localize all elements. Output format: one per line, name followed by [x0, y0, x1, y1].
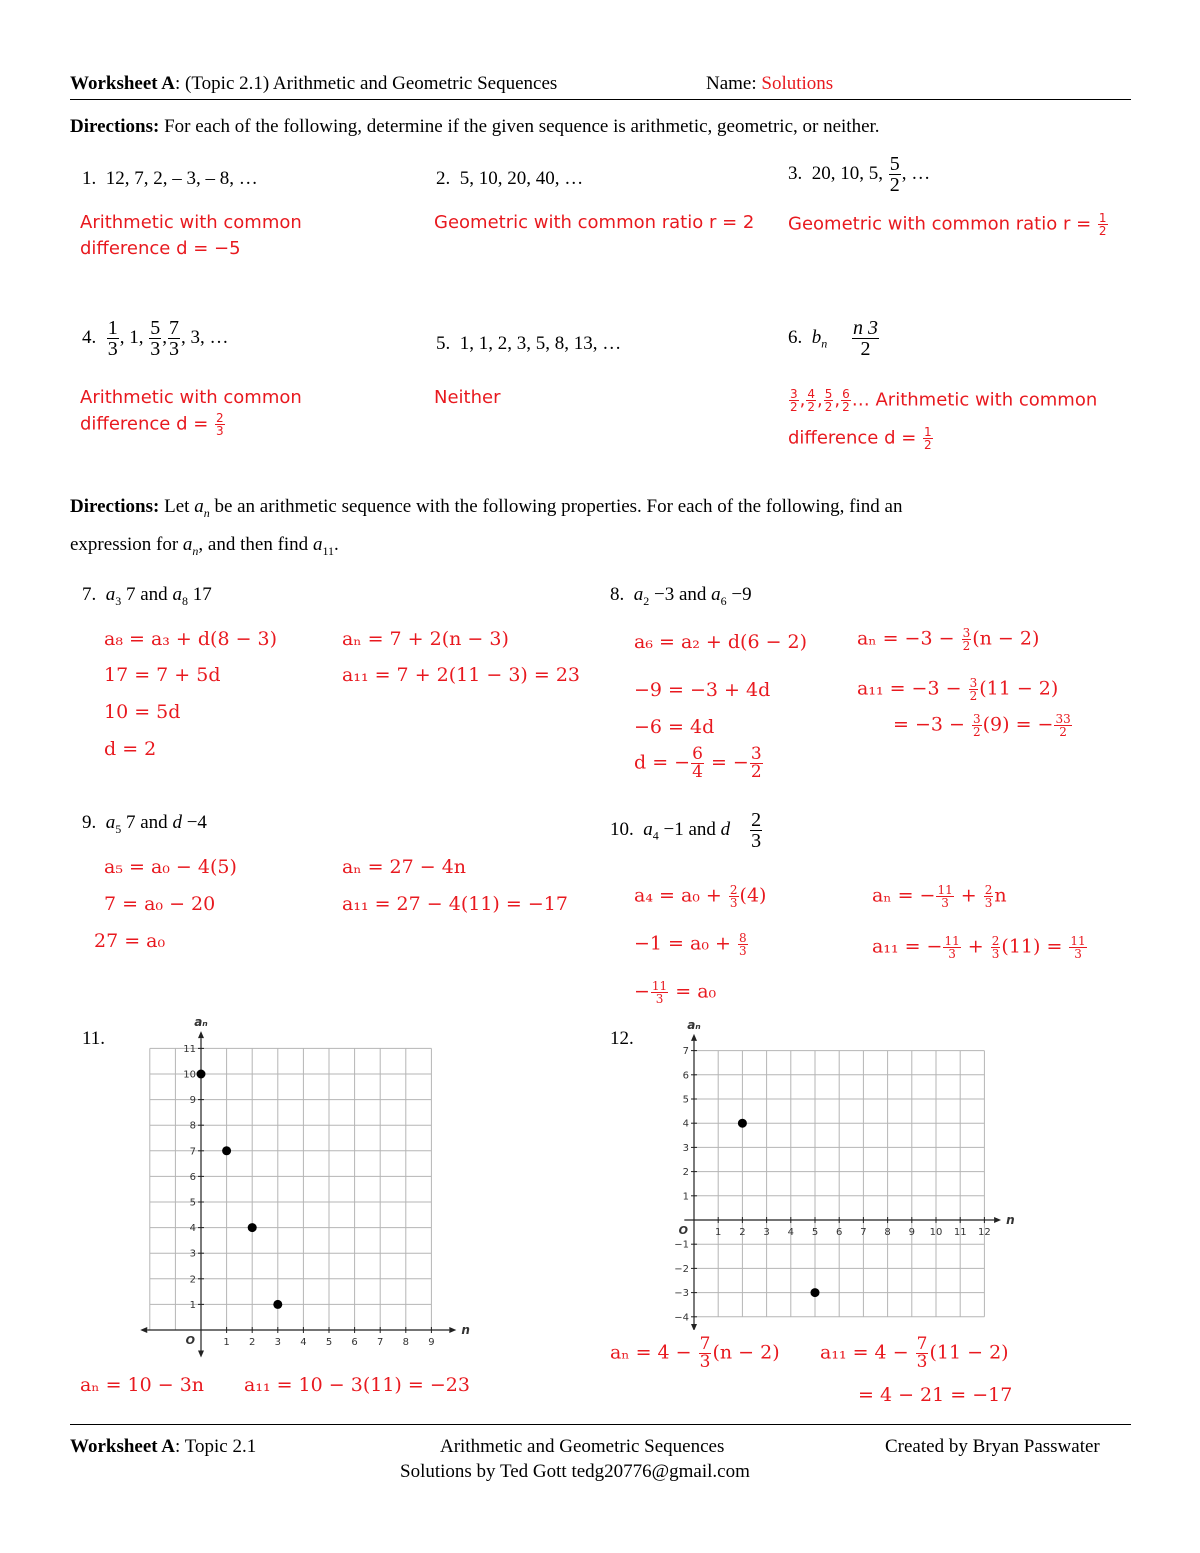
- y-tick-label: 1: [682, 1191, 689, 1203]
- footer-rule: [70, 1424, 1131, 1425]
- problem-8: 8. $a_2 -3$ and $a_6 -9$: [610, 584, 752, 608]
- problem-9-result-1: aₙ = 27 − 4n: [342, 856, 467, 878]
- problem-6: 6. $b_n$ $\frac{n 3}{2}$: [788, 317, 878, 360]
- y-tick-label: 5: [189, 1197, 196, 1209]
- problem-5-number: 5.: [436, 333, 451, 354]
- problem-9-work-2: 7 = a₀ − 20: [104, 893, 216, 915]
- x-tick-label: 5: [325, 1337, 333, 1348]
- problem-3-fraction: $\frac{5}{2}$: [889, 153, 900, 196]
- directions-2: Directions: Let $a_n$ be an arithmetic sequence with the following properties. For each of the following, find an: [70, 496, 903, 520]
- problem-1-answer-line1: Arithmetic with common: [80, 212, 302, 233]
- data-point: [738, 1119, 747, 1128]
- footer-right: Created by Bryan Passwater: [885, 1436, 1100, 1457]
- problem-3-answer: Geometric with common ratio r = $\frac{1}{2}$: [788, 211, 1107, 238]
- y-tick-label: 9: [189, 1095, 196, 1107]
- name-label: Name:: [706, 73, 762, 94]
- problem-11-answer-1: aₙ = 10 − 3n: [80, 1374, 205, 1396]
- y-tick-label: 6: [189, 1171, 196, 1183]
- x-axis-label: n: [1006, 1213, 1015, 1227]
- x-tick-label: 5: [811, 1227, 819, 1238]
- problem-8-result-1: aₙ = −3 − $\frac{3}{2}$ (n − 2): [857, 626, 1040, 653]
- problem-4-fraction-3: $\frac{7}{3}$: [169, 317, 179, 360]
- x-tick-label: 3: [274, 1337, 281, 1348]
- worksheet-label: Worksheet A: [70, 73, 176, 94]
- directions-1: [70, 116, 880, 138]
- data-point: [197, 1070, 206, 1079]
- y-axis-label: aₙ: [687, 1017, 701, 1032]
- y-tick-label: −2: [674, 1263, 689, 1275]
- x-tick-label: 8: [402, 1337, 409, 1348]
- x-axis-arrow: [449, 1327, 456, 1333]
- problem-3-answer-fraction: $\frac{1}{2}$: [1098, 211, 1107, 238]
- problem-4-answer-line1: Arithmetic with common: [80, 387, 302, 408]
- y-tick-label: 10: [183, 1069, 196, 1081]
- problem-10-work-2: −1 = a₀ + $\frac{8}{3}$: [634, 931, 747, 958]
- problem-12-answer-3: = 4 − 21 = −17: [858, 1384, 1013, 1406]
- problem-5: [436, 333, 621, 355]
- problem-7-work-2: 17 = 7 + 5d: [104, 664, 221, 686]
- problem-6-formula-fraction: $\frac{n 3}{2}$: [853, 317, 878, 360]
- y-tick-label: 2: [682, 1167, 689, 1179]
- problem-6-number: 6.: [788, 326, 803, 348]
- y-tick-label: 6: [682, 1070, 689, 1082]
- x-tick-label: 8: [884, 1227, 891, 1238]
- x-tick-label: 1: [715, 1227, 722, 1238]
- problem-10-result-2: a₁₁ = − $\frac{11}{3}$ + $\frac{2}{3}$ (11) = $\frac{11}{3}$: [872, 934, 1086, 961]
- y-tick-label: 11: [183, 1043, 196, 1055]
- problem-7-result-1: aₙ = 7 + 2(n − 3): [342, 628, 509, 650]
- y-tick-label: 5: [682, 1094, 689, 1106]
- directions-2-line2: expression for $a_n$, and then find $a_{11}$.: [70, 534, 339, 558]
- problem-10-work-1: a₄ = a₀ + $\frac{2}{3}$ (4): [634, 883, 767, 910]
- x-tick-label: 9: [428, 1337, 435, 1348]
- y-tick-label: 3: [682, 1142, 689, 1154]
- data-point: [222, 1146, 231, 1155]
- origin-label: O: [185, 1334, 195, 1347]
- x-tick-label: 12: [978, 1227, 991, 1238]
- footer-solutions: Solutions by Ted Gott tedg20776@gmail.com: [400, 1461, 750, 1482]
- x-tick-label: 11: [953, 1227, 967, 1238]
- problem-6-answer-line2: difference d = $\frac{1}{2}$: [788, 425, 932, 452]
- y-axis-arrow-down: [198, 1350, 204, 1357]
- problem-4: 4. $\frac{1}{3}$ , 1, $\frac{5}{3}$ , $\frac{7}{3}$ , 3, …: [82, 317, 229, 360]
- directions-1-text: For each of the following, determine if the given sequence is arithmetic, geometric, or neither.: [159, 116, 880, 137]
- x-axis-arrow-left: [140, 1327, 147, 1333]
- problem-4-number: 4.: [82, 326, 97, 348]
- y-tick-label: 7: [682, 1046, 689, 1058]
- y-tick-label: 8: [189, 1120, 196, 1132]
- y-axis-arrow: [198, 1031, 204, 1038]
- y-tick-label: 3: [189, 1248, 196, 1260]
- problem-3: [788, 154, 930, 195]
- name-value: Solutions: [761, 73, 834, 94]
- problem-2-number: 2.: [436, 168, 451, 189]
- y-tick-label: 2: [189, 1274, 196, 1286]
- problem-1-sequence: 12, 7, 2, – 3, – 8, …: [105, 168, 258, 189]
- y-tick-label: −4: [674, 1312, 689, 1324]
- problem-8-d-line: d = − $\frac{6}{4}$ = − $\frac{3}{2}$: [634, 744, 762, 782]
- problem-11-answer-2: a₁₁ = 10 − 3(11) = −23: [244, 1374, 470, 1396]
- header-rule: [70, 99, 1131, 100]
- x-axis-label: n: [461, 1323, 470, 1337]
- problem-12-answer-1: aₙ = 4 − $\frac{7}{3}$ (n − 2): [610, 1334, 780, 1372]
- x-tick-label: 9: [908, 1227, 915, 1238]
- problem-6-term-2: $\frac{4}{2}$: [807, 387, 816, 414]
- y-tick-label: −1: [674, 1239, 689, 1251]
- problem-11-graph: [130, 1015, 480, 1360]
- problem-2-answer: Geometric with common ratio r = 2: [434, 212, 755, 233]
- x-tick-label: 6: [351, 1337, 358, 1348]
- problem-10-result-1: aₙ = − $\frac{11}{3}$ + $\frac{2}{3}$ n: [872, 883, 1007, 910]
- y-tick-label: −3: [674, 1288, 689, 1300]
- problem-9-result-2: a₁₁ = 27 − 4(11) = −17: [342, 893, 568, 915]
- problem-4-fraction-2: $\frac{5}{3}$: [150, 317, 161, 360]
- problem-2-sequence: 5, 10, 20, 40, …: [459, 168, 584, 189]
- y-axis-label: aₙ: [194, 1015, 208, 1030]
- problem-3-sequence-prefix: 20, 10, 5,: [811, 162, 888, 184]
- x-tick-label: 7: [377, 1337, 384, 1348]
- name-field: [706, 73, 833, 95]
- data-point: [273, 1300, 282, 1309]
- x-tick-label: 3: [763, 1227, 770, 1238]
- problem-6-answer-fraction: $\frac{1}{2}$: [924, 425, 932, 452]
- y-tick-label: 1: [189, 1299, 196, 1311]
- footer-left: Worksheet A: Topic 2.1: [70, 1436, 257, 1457]
- problem-7-work-4: d = 2: [104, 738, 157, 760]
- problem-1-answer-line2: difference d = −5: [80, 238, 241, 259]
- footer-center: Arithmetic and Geometric Sequences: [440, 1436, 725, 1457]
- problem-5-answer: Neither: [434, 387, 501, 408]
- problem-7-work-3: 10 = 5d: [104, 701, 181, 723]
- directions-1-label: Directions:: [70, 116, 160, 137]
- problem-6-answer-line1: $\frac{3}{2}$ , $\frac{4}{2}$ , $\frac{5}{2}$ , $\frac{6}{2}$ … Arithmetic with common: [790, 387, 1098, 414]
- x-axis-arrow: [994, 1217, 1001, 1223]
- problem-10-work-3: − $\frac{11}{3}$ = a₀: [634, 979, 717, 1006]
- y-tick-label: 7: [189, 1146, 196, 1158]
- problem-10: 10. $a_4 -1$ and d $\frac{2}{3}$: [610, 809, 762, 852]
- problem-12-answer-2: a₁₁ = 4 − $\frac{7}{3}$ (11 − 2): [820, 1334, 1009, 1372]
- problem-8-result-2: a₁₁ = −3 − $\frac{3}{2}$ (11 − 2): [857, 676, 1059, 703]
- x-tick-label: 2: [739, 1227, 746, 1238]
- data-point: [248, 1223, 257, 1232]
- worksheet-header: [70, 73, 557, 95]
- problem-5-sequence: 1, 1, 2, 3, 5, 8, 13, …: [459, 333, 622, 354]
- worksheet-topic: : (Topic 2.1) Arithmetic and Geometric Sequences: [175, 73, 558, 94]
- problem-6-term-4: $\frac{6}{2}$: [842, 387, 850, 414]
- problem-1: [82, 168, 258, 190]
- y-tick-label: 4: [189, 1223, 196, 1235]
- problem-8-work-3: −6 = 4d: [634, 716, 715, 738]
- problem-7-result-2: a₁₁ = 7 + 2(11 − 3) = 23: [342, 664, 581, 686]
- problem-12-graph: [660, 1015, 1030, 1330]
- problem-8-work-2: −9 = −3 + 4d: [634, 679, 771, 701]
- data-point: [811, 1288, 820, 1297]
- problem-6-term-1: $\frac{3}{2}$: [790, 387, 798, 414]
- x-tick-label: 6: [836, 1227, 843, 1238]
- x-tick-label: 4: [787, 1227, 794, 1238]
- problem-9-work-1: a₅ = a₀ − 4(5): [104, 856, 237, 878]
- problem-2: [436, 168, 583, 190]
- problem-7-work-1: a₈ = a₃ + d(8 − 3): [104, 628, 278, 650]
- x-tick-label: 1: [223, 1337, 230, 1348]
- x-tick-label: 2: [249, 1337, 256, 1348]
- problem-1-number: 1.: [82, 168, 97, 189]
- x-tick-label: 10: [929, 1227, 943, 1238]
- x-tick-label: 7: [860, 1227, 867, 1238]
- problem-4-answer-fraction: $\frac{2}{3}$: [216, 411, 224, 438]
- problem-8-work-1: a₆ = a₂ + d(6 − 2): [634, 631, 808, 653]
- problem-4-answer-line2: difference d = $\frac{2}{3}$: [80, 411, 224, 438]
- problem-11-number: 11.: [82, 1028, 106, 1049]
- y-axis-arrow: [691, 1034, 697, 1041]
- problem-7: 7. $a_3$ 7 and $a_8$ 17: [82, 584, 212, 608]
- problem-4-fraction-1: $\frac{1}{3}$: [107, 317, 118, 360]
- problem-3-number: 3.: [788, 162, 803, 184]
- problem-12-number: 12.: [610, 1028, 634, 1049]
- problem-8-result-3: = −3 − $\frac{3}{2}$ (9) = − $\frac{33}{2}$: [893, 712, 1071, 739]
- x-tick-label: 4: [300, 1337, 307, 1348]
- problem-9-work-3: 27 = a₀: [94, 930, 166, 952]
- y-tick-label: 4: [682, 1118, 689, 1130]
- problem-9: 9. $a_5$ 7 and d −4: [82, 812, 207, 836]
- problem-3-sequence-suffix: , …: [901, 162, 931, 184]
- y-axis-arrow-down: [691, 1324, 697, 1330]
- origin-label: O: [678, 1224, 688, 1237]
- problem-6-term-3: $\frac{5}{2}$: [824, 387, 833, 414]
